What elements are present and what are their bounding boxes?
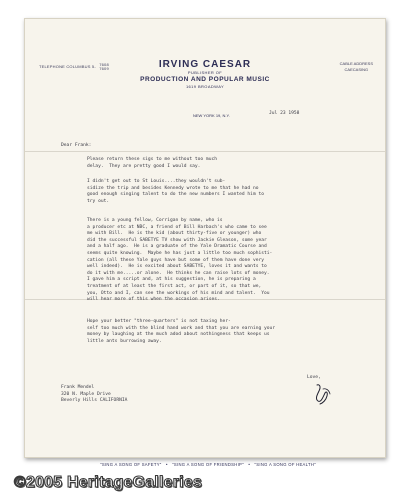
- letter-sheet: [24, 18, 386, 458]
- letterhead-publisher-line: PUBLISHER OF: [187, 70, 223, 75]
- letter-date: Jul 23 1958: [269, 111, 300, 116]
- cable-address-code: CAECASING: [344, 67, 369, 72]
- telephone-label: TELEPHONE COLUMBUS 5-: [39, 64, 96, 70]
- recipient-address: [61, 385, 127, 405]
- letter-paragraph: Please return these sigs to me without too much delay. They are pretty good I would say.: [87, 157, 217, 169]
- salutation: Dear Frank:: [61, 143, 92, 148]
- letterhead: [25, 59, 385, 90]
- copyright-watermark: ©2005 HeritageGalleries: [14, 474, 203, 491]
- recipient-name: Frank Mendel: [61, 385, 95, 390]
- letter-paragraph: I didn't get out to St Louis....they wouldn't sub- sidize the trip and besides Kennedy wrote to me that he had no good enough singing talent to do the new numbers I wanted him to try out.: [87, 179, 265, 204]
- letterhead-street: 1619 BROADWAY: [185, 84, 225, 89]
- telephone-number: 7608: [99, 62, 109, 67]
- letterhead-name: IRVING CAESAR: [158, 59, 252, 70]
- telephone-number: 7609: [99, 66, 109, 71]
- letter-paragraph: Hope your better "three-quarters" is not taxing her- self too much with the blind hand work and that you are earning your money by laughing at the much adod about nothingness that keeps us little ants burrowing away.: [87, 319, 276, 344]
- footer-slogans: "SING A SONG OF SAFETY" • "SING A SONG OF FRIENDSHIP" • "SING A SONG OF HEALTH": [100, 462, 316, 467]
- recipient-street: 320 N. Maple Drive: [61, 391, 111, 397]
- closing: Love,: [307, 375, 321, 380]
- letterhead-production-line: PRODUCTION AND POPULAR MUSIC: [140, 76, 270, 83]
- letterhead-city: NEW YORK 19, N.Y.: [193, 113, 230, 118]
- handwritten-signature: [311, 383, 333, 405]
- cable-address-label: CABLE ADDRESS: [339, 61, 373, 66]
- paper-fold-line: [25, 151, 385, 152]
- letter-paragraph: There is a young fellow, Corrigan by name, who is a producer etc at NBC, a friend of Bill Harbach's who came to see me with Bill. He is the kid (about thirty-five or younger) who did the successful SABETYE TV show with Jackie Gleason, some year and a half ago. He is a graduate of the Yale Dramatic Course and seems quite knowing. Maybe he has just a little too much sophisti- cation (all these Yale guys have but some of them have done very well indeed). He is excited about SABETYE, loves it and wants to do it with me.....or alone. He thinks he can raise lots of money. I gave him a script and, at his suggestion, he is preparing a treatment of at least the first act, or part of it, so that we, you, Otto and I, can see the workings of his mind and talent. You will hear more of this when the occasion arises.: [87, 218, 273, 303]
- recipient-city: Beverly Hills CALIFORNIA: [61, 398, 128, 404]
